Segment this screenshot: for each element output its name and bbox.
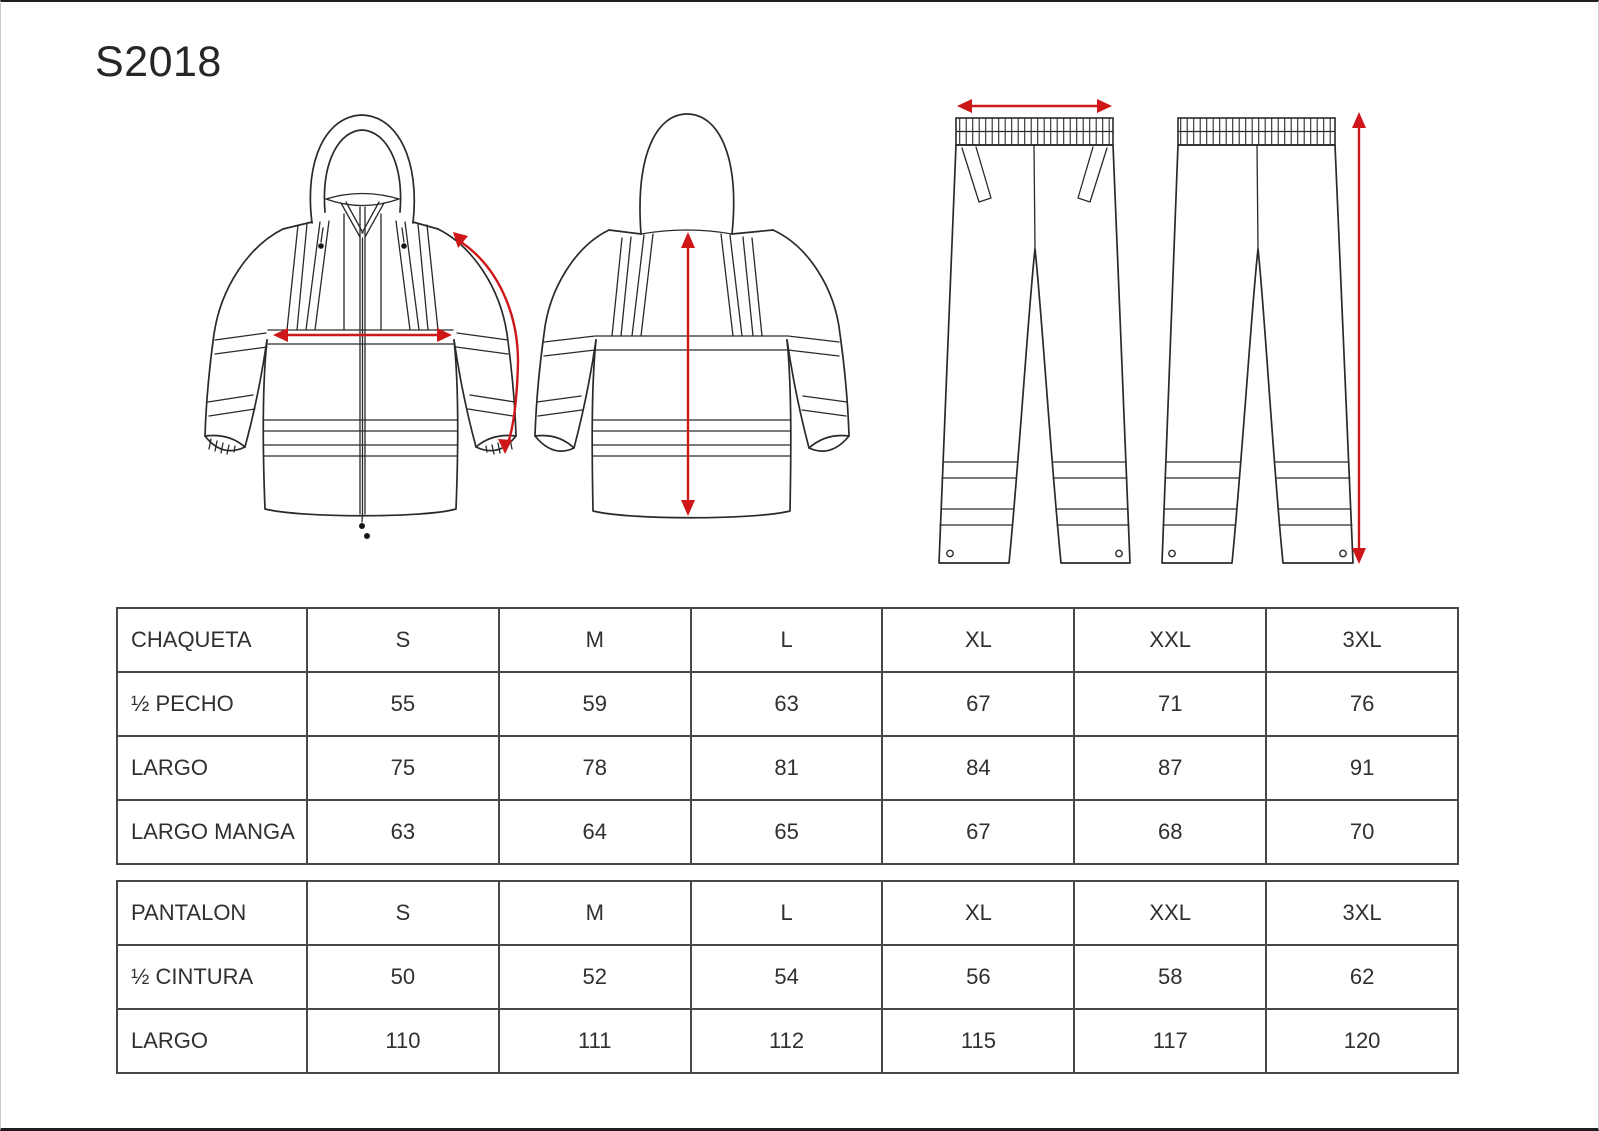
size-value-cell: 87	[1074, 736, 1266, 800]
size-value-cell: 81	[691, 736, 883, 800]
waist-width-arrow	[957, 99, 1112, 113]
size-value-cell: 67	[882, 672, 1074, 736]
page-title: S2018	[95, 38, 222, 86]
size-header-cell: M	[499, 608, 691, 672]
size-value-cell: 78	[499, 736, 691, 800]
table-row	[117, 672, 1458, 736]
size-value-cell: 56	[882, 945, 1074, 1009]
size-value-cell: 111	[499, 1009, 691, 1073]
size-value-cell: 62	[1266, 945, 1458, 1009]
size-value-cell: 50	[307, 945, 499, 1009]
size-value-cell: 84	[882, 736, 1074, 800]
size-value-cell: 91	[1266, 736, 1458, 800]
size-value-cell: 58	[1074, 945, 1266, 1009]
size-value-cell: 63	[307, 800, 499, 864]
size-value-cell: 70	[1266, 800, 1458, 864]
size-value-cell: 59	[499, 672, 691, 736]
row-label-cell: LARGO MANGA	[117, 800, 307, 864]
technical-drawings	[1, 2, 1599, 594]
size-value-cell: 55	[307, 672, 499, 736]
table-row	[117, 1009, 1458, 1073]
size-value-cell: 120	[1266, 1009, 1458, 1073]
jacket-front-drawing	[205, 115, 518, 539]
table-row	[117, 608, 1458, 672]
size-header-cell: XXL	[1074, 608, 1266, 672]
table-row	[117, 800, 1458, 864]
pants-front-drawing	[939, 99, 1130, 563]
size-header-cell: 3XL	[1266, 881, 1458, 945]
size-value-cell: 63	[691, 672, 883, 736]
row-label-cell: ½ CINTURA	[117, 945, 307, 1009]
size-header-cell: S	[307, 608, 499, 672]
size-header-cell: 3XL	[1266, 608, 1458, 672]
size-header-cell: L	[691, 608, 883, 672]
row-label-cell: LARGO	[117, 736, 307, 800]
size-value-cell: 68	[1074, 800, 1266, 864]
size-value-cell: 71	[1074, 672, 1266, 736]
pants-size-table	[116, 880, 1459, 1074]
size-header-cell: M	[499, 881, 691, 945]
size-value-cell: 64	[499, 800, 691, 864]
row-label-cell: ½ PECHO	[117, 672, 307, 736]
size-value-cell: 75	[307, 736, 499, 800]
size-value-cell: 76	[1266, 672, 1458, 736]
size-value-cell: 112	[691, 1009, 883, 1073]
pants-back-drawing	[1162, 112, 1366, 564]
size-header-cell: XXL	[1074, 881, 1266, 945]
size-value-cell: 67	[882, 800, 1074, 864]
pants-length-arrow	[1352, 112, 1366, 564]
size-value-cell: 54	[691, 945, 883, 1009]
table-row	[117, 881, 1458, 945]
jacket-length-arrow	[681, 232, 695, 516]
size-value-cell: 52	[499, 945, 691, 1009]
size-value-cell: 110	[307, 1009, 499, 1073]
size-header-cell: S	[307, 881, 499, 945]
size-value-cell: 117	[1074, 1009, 1266, 1073]
size-header-cell: XL	[882, 881, 1074, 945]
size-header-cell: L	[691, 881, 883, 945]
table-title-cell: PANTALON	[117, 881, 307, 945]
size-value-cell: 65	[691, 800, 883, 864]
jacket-back-drawing	[535, 114, 849, 518]
size-value-cell: 115	[882, 1009, 1074, 1073]
row-label-cell: LARGO	[117, 1009, 307, 1073]
table-title-cell: CHAQUETA	[117, 608, 307, 672]
jacket-size-table	[116, 607, 1459, 865]
table-row	[117, 736, 1458, 800]
table-row	[117, 945, 1458, 1009]
size-header-cell: XL	[882, 608, 1074, 672]
